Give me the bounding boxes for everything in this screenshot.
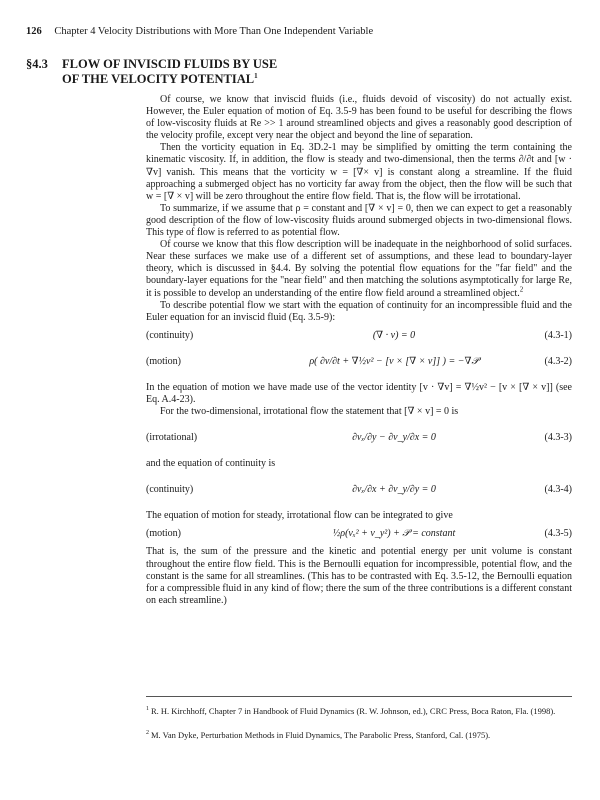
running-title: Chapter 4 Velocity Distributions with More Than One Independent Variable (54, 26, 374, 37)
footnote-2: $^2$ M. Van Dyke, Perturbation Methods in Fluid Dynamics, The Parabolic Press, Stanford, Cal. (1975). (146, 729, 491, 740)
paragraph: In the equation of motion we have made use of the vector identity [v · ∇v] = ∇½v² − [v × [∇ × v]] (see Eq. A.4-23). (146, 381, 572, 405)
paragraph: The equation of motion for steady, irrotational flow can be integrated to give (146, 510, 453, 522)
equation-4-3-1: (continuity) (∇ · v) = 0 (4.3-1) (146, 329, 572, 341)
body-text (146, 94, 572, 607)
paragraph: To summarize, if we assume that ρ = constant and [∇ × v] = 0, then we can expect to get a reasonably good description of the flow of low-viscosity fluids around submerged objects in two-dimensional flows. This type of flow is referred to as potential flow. (146, 202, 572, 239)
paragraph: To describe potential flow we start with the equation of continuity for an incompressible fluid and the Euler equation for an inviscid fluid (Eq. 3.5-9): (146, 299, 572, 323)
footnote-ref: 2 (519, 285, 524, 294)
paragraph: and the equation of continuity is (146, 458, 276, 470)
section-title-line1: FLOW OF INVISCID FLUIDS BY USE (62, 57, 278, 71)
paragraph: Then the vorticity equation in Eq. 3D.2-1 may be simplified by omitting the term containing the kinematic viscosity. If, in addition, the flow is steady and two-dimensional, then the terms ∂/∂t and [w · ∇v] vanish. This means that the vorticity w = [∇× v] is constant along a streamline. If the fluid approaching a submerged object has no vorticity far away from the object, then the flow will be such that w = [∇ × v] will be zero throughout the entire flow field. That is, the flow will be irrotational. (146, 142, 572, 202)
paragraph: Of course, we know that inviscid fluids (i.e., fluids devoid of viscosity) do not actually exist. However, the Euler equation of motion of Eq. 3.5-9 has been found to be useful for describing the flows of low-viscosity fluids at Re >> 1 around streamlined objects and gives a reasonably good description of the velocity profile, except very near the object and beyond the line of separation. (146, 94, 572, 142)
paragraph: For the two-dimensional, irrotational flow the statement that [∇ × v] = 0 is (160, 406, 459, 418)
equation-4-3-2: (motion) ρ( ∂v/∂t + ∇½v² − [v × [∇ × v]] ) = −∇𝒫 (4.3-2) (146, 355, 572, 367)
footnote-ref: 1 (254, 71, 258, 80)
footnote-1: $^1$ R. H. Kirchhoff, Chapter 7 in Handbook of Fluid Dynamics (R. W. Johnson, ed.), CRC Press, Boca Raton, Fla. (1998). (146, 705, 556, 716)
running-header (26, 26, 373, 37)
section-title (26, 57, 426, 87)
equation-4-3-5: (motion) ½ρ(vₓ² + v_y²) + 𝒫 = constant (4.3-5) (146, 528, 572, 540)
paragraph: Of course we know that this flow description will be inadequate in the neighborhood of solid surfaces. Near these surfaces we make use of a different set of assumptions, and these lead to boundary-layer theory, which is discussed in §4.4. By solving the potential flow equations for the "far field" and the boundary-layer equations for the "near field" and then matching the solutions asymptotically for large Re, it is possible to develop an understanding of the entire flow field around a streamlined object.$^2$ (146, 239, 572, 299)
equation-4-3-4: (continuity) ∂vₓ/∂x + ∂v_y/∂y = 0 (4.3-4) (146, 484, 572, 496)
section-title-line2: OF THE VELOCITY POTENTIAL (62, 72, 255, 86)
paragraph: That is, the sum of the pressure and the kinetic and potential energy per unit volume is constant throughout the entire flow field. This is the Bernoulli equation for incompressible, potential flow, and the constant is the same for all streamlines. (This has to be contrasted with Eq. 3.5-12, the Bernoulli equation for a compressible fluid in any kind of flow; there the sum of the three contributions is a different constant on each streamline.) (146, 546, 572, 606)
footnote-divider (146, 696, 572, 697)
section-number: §4.3 (26, 57, 48, 71)
equation-4-3-3: (irrotational) ∂vₓ/∂y − ∂v_y/∂x = 0 (4.3-3) (146, 432, 572, 444)
page-number: 126 (26, 26, 42, 37)
